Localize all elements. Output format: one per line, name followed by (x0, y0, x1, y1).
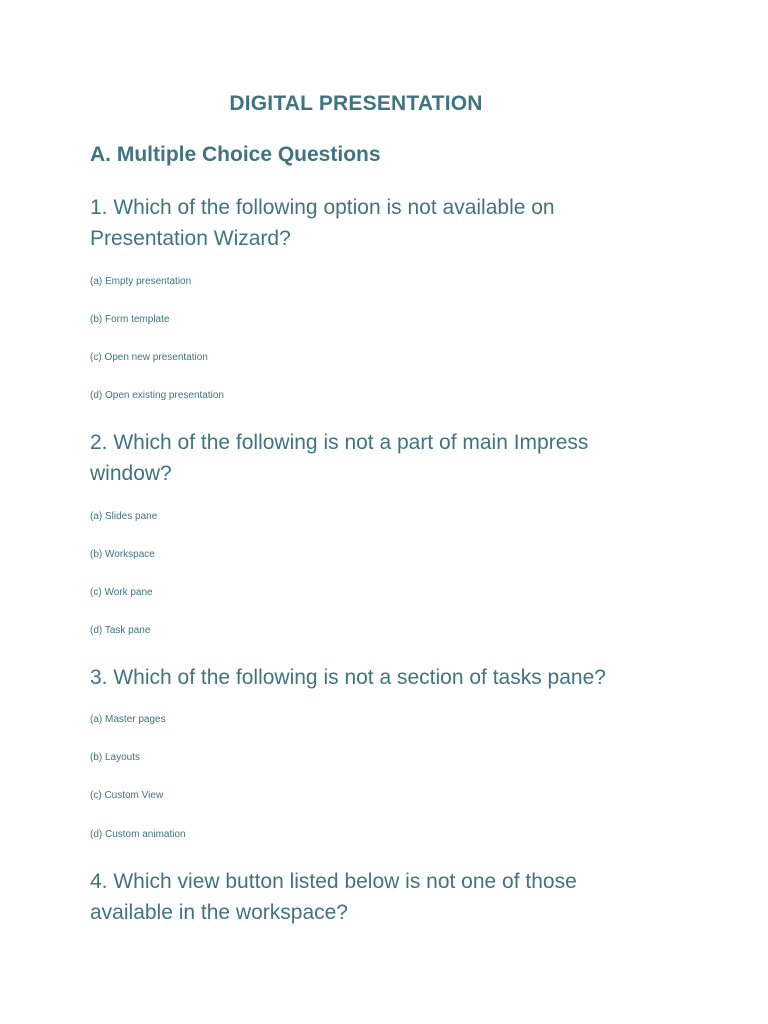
question-2-option-a: (a) Slides pane (90, 511, 158, 522)
question-3-option-d: (d) Custom animation (90, 829, 186, 840)
section-heading: A. Multiple Choice Questions (90, 143, 381, 166)
question-3-option-a: (a) Master pages (90, 714, 166, 725)
question-1-option-c: (c) Open new presentation (90, 352, 208, 363)
question-4: 4. Which view button listed below is not one of those available in the workspace? (90, 870, 577, 924)
question-2-option-c: (c) Work pane (90, 587, 153, 598)
question-1-option-d: (d) Open existing presentation (90, 390, 224, 401)
question-3-option-b: (b) Layouts (90, 752, 141, 763)
document-title: DIGITAL PRESENTATION (229, 92, 483, 115)
question-1-option-b: (b) Form template (90, 314, 170, 325)
question-3: 3. Which of the following is not a section of tasks pane? (90, 666, 606, 689)
question-2: 2. Which of the following is not a part of main Impress window? (90, 431, 589, 485)
question-1-option-a: (a) Empty presentation (90, 276, 192, 287)
question-2-option-b: (b) Workspace (90, 549, 155, 560)
question-3-option-c: (c) Custom View (90, 790, 164, 801)
question-1: 1. Which of the following option is not available on Presentation Wizard? (90, 196, 555, 250)
question-2-option-d: (d) Task pane (90, 625, 151, 636)
